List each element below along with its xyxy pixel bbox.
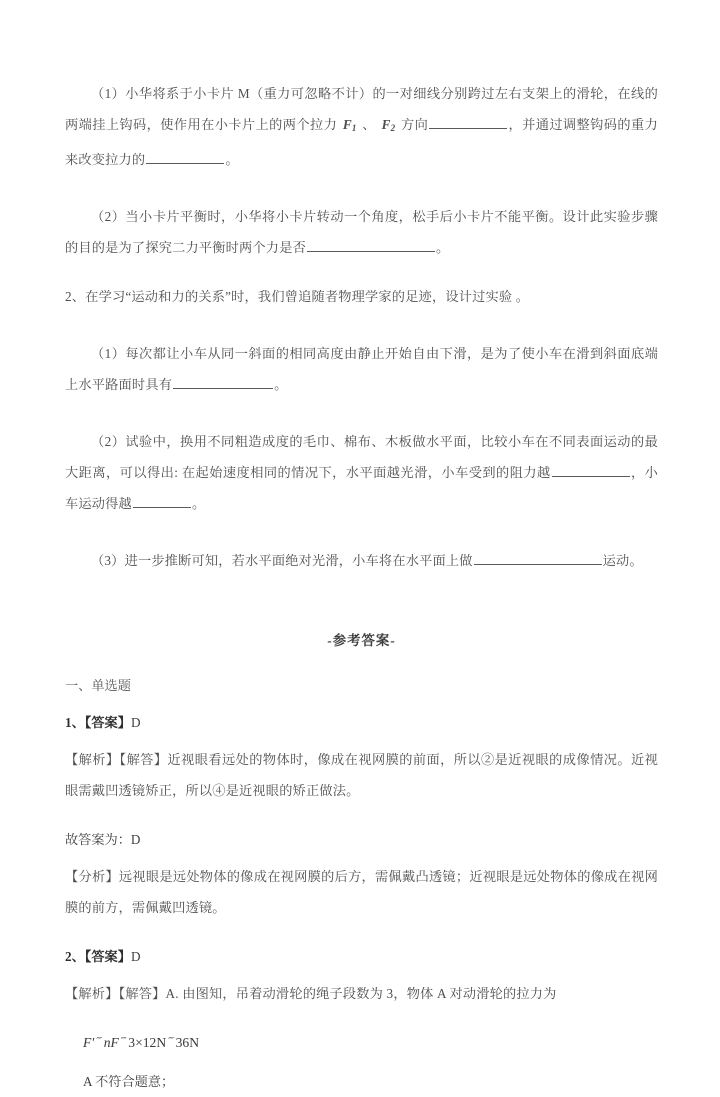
q1-part1-after-vars: 方向 (397, 117, 429, 132)
q2-part3-before: （3）进一步推断可知，若水平面绝对光滑，小车将在水平面上做 (91, 553, 473, 568)
spacer (65, 656, 658, 670)
question-2-part-2 (65, 426, 658, 519)
force-variable-f2 (380, 117, 398, 132)
formula-term-1: 3×12N (128, 1035, 167, 1050)
answer-item-2-label: 2、【答案】 (65, 949, 131, 964)
answer-blank[interactable] (474, 551, 602, 565)
formula-glyph-2: ⁗ (120, 1036, 127, 1046)
answer-item-1-note: 【分析】远视眼是远处物体的像成在视网膜的后方，需佩戴凸透镜；近视眼是远处物体的像成在视网膜的前方，需佩戴凹透镜。 (65, 869, 658, 915)
formula-glyph-1: ⁗ (96, 1036, 102, 1046)
answer-item-1 (65, 707, 658, 738)
answer-item-1-label: 1、【答案】 (65, 715, 131, 730)
f2-symbol: F (381, 117, 391, 132)
q1-part1-prefix: （1）小华将系于小卡片 M（重力可忽略不计）的一对细线分别跨过左右支架上的滑轮，在线的两端挂上钩码，使作用在小卡片上的两个拉力 (65, 86, 658, 132)
answer-blank[interactable] (552, 463, 630, 477)
q2-part2-before: （2）试验中，换用不同粗造成度的毛巾、棉布、木板做水平面，比较小车在不同表面运动的最大距离，可以得出: 在起始速度相同的情况下，水平面越光滑，小车受到的阻力越 (65, 434, 658, 480)
q2-part1-before: （1）每次都让小车从同一斜面的相同高度由静止开始自由下滑，是为了使小车在滑到斜面底端上水平路面时具有 (65, 346, 658, 392)
spacer (65, 187, 658, 201)
answer-item-1-analysis: 【解析】【解答】近视眼看远处的物体时，像成在视网膜的前面，所以②是近视眼的成像情况。近视眼需戴凹透镜矫正，所以④是近视眼的矫正做法。 (65, 752, 658, 798)
q2-part2-mid: ，小车运动得越 (65, 465, 659, 511)
answer-blank[interactable] (146, 150, 224, 164)
answer-item-2-conclusion: A 不符合题意； (83, 1074, 175, 1089)
question-2-part-3 (65, 545, 658, 576)
spacer (65, 531, 658, 545)
spacer (65, 324, 658, 338)
force-variable-f1 (341, 117, 359, 132)
answer-item-2-formula (65, 1027, 658, 1060)
question-1-part-2 (65, 201, 658, 263)
question-2-part-1 (65, 338, 658, 400)
q1-part1-mid: ，并通过调整钩码的重力来改变拉力的 (65, 117, 658, 167)
formula-term-2: 36N (175, 1035, 200, 1050)
answer-item-2-analysis: 【解析】【解答】A. 由图知，吊着动滑轮的绳子段数为 3，物体 A 对动滑轮的拉力为 (65, 986, 557, 1001)
spacer (65, 588, 658, 626)
q2-part1-after: 。 (274, 377, 288, 392)
answer-item-2 (65, 941, 658, 972)
answer-item-1-conclusion: 故答案为：D (65, 832, 141, 847)
answer-blank[interactable] (173, 375, 273, 389)
answer-blank[interactable] (133, 494, 191, 508)
formula-glyph-3: ⁗ (168, 1036, 174, 1046)
f2-subscript: 2 (390, 123, 396, 133)
q1-part1-between: 、 (358, 117, 380, 132)
answer-blank[interactable] (429, 115, 507, 129)
answer-blank[interactable] (307, 238, 435, 252)
q1-part2-after: 。 (435, 240, 450, 255)
spacer (65, 412, 658, 426)
f1-subscript: 1 (351, 123, 357, 133)
f1-symbol: F (342, 117, 352, 132)
q2-part3-after: 运动。 (602, 553, 643, 568)
answer-item-2-value: D (130, 949, 141, 964)
answer-item-1-value: D (130, 715, 141, 730)
question-2-stem: 2、在学习“运动和力的关系”时，我们曾追随者物理学家的足迹，设计过实验 。 (65, 289, 530, 304)
formula-nf: nF (103, 1035, 119, 1050)
formula-f-prime: F' (83, 1035, 95, 1050)
q1-part2-before: （2）当小卡片平衡时，小华将小卡片转动一个角度，松手后小卡片不能平衡。设计此实验步骤的目的是为了探究二力平衡时两个力是否 (65, 209, 658, 255)
reference-answers-title: -参考答案- (327, 633, 396, 648)
answers-section-heading: 一、单选题 (65, 678, 131, 693)
q2-part2-after: 。 (191, 496, 206, 511)
q1-part1-end: 。 (225, 152, 239, 167)
question-1-part-1 (65, 78, 658, 175)
